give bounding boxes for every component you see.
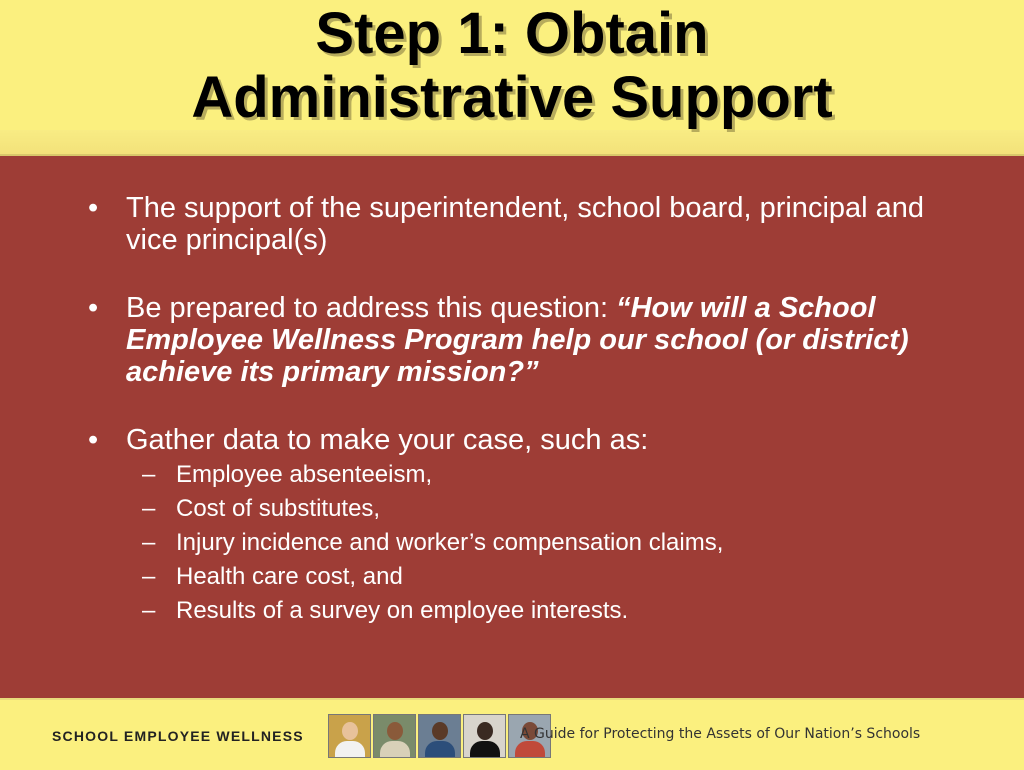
sub-dash: – <box>142 597 156 624</box>
footer-tagline: A Guide for Protecting the Assets of Our Nation’s Schools <box>520 726 921 742</box>
title-band-divider <box>0 130 1024 156</box>
person-photo-icon <box>328 714 371 758</box>
sub-item <box>134 594 944 628</box>
sub-dash: – <box>142 461 156 488</box>
slide-content <box>84 192 944 628</box>
sub-item-text: Health care cost, and <box>176 563 403 590</box>
slide-title-line-1: Step 1: Obtain <box>315 1 709 66</box>
sub-item <box>134 526 944 560</box>
bullet-item <box>84 292 944 388</box>
footer-photo-strip <box>328 714 551 758</box>
bullet-emphasis: “How will a School Employee Wellness Program help our school (or district) achieve its primary mission?” <box>126 292 909 388</box>
footer-brand: SCHOOL EMPLOYEE WELLNESS <box>52 728 304 744</box>
bullet-item <box>84 192 944 256</box>
sub-item-text: Cost of substitutes, <box>176 495 381 522</box>
sub-dash: – <box>142 495 156 522</box>
person-photo-icon <box>463 714 506 758</box>
bullet-dot: • <box>88 292 99 324</box>
sub-dash: – <box>142 563 156 590</box>
sub-list <box>84 458 944 628</box>
sub-item-text: Results of a survey on employee interests. <box>176 597 629 624</box>
sub-item <box>134 560 944 594</box>
person-photo-icon <box>418 714 461 758</box>
sub-dash: – <box>142 529 156 556</box>
person-photo-icon <box>373 714 416 758</box>
bullet-dot: • <box>88 424 99 456</box>
bullet-item <box>84 424 944 628</box>
bullet-text: The support of the superintendent, school board, principal and vice principal(s) <box>126 192 925 256</box>
sub-item-text: Injury incidence and worker’s compensation claims, <box>176 529 724 556</box>
slide-title-line-2: Administrative Support <box>191 65 833 130</box>
sub-item <box>134 492 944 526</box>
sub-item-text: Employee absenteeism, <box>176 461 433 488</box>
bullet-text: Be prepared to address this question: <box>126 292 617 324</box>
slide-title <box>0 2 1024 130</box>
bullet-text: Gather data to make your case, such as: <box>126 424 649 456</box>
sub-item <box>134 458 944 492</box>
bullet-dot: • <box>88 192 99 224</box>
